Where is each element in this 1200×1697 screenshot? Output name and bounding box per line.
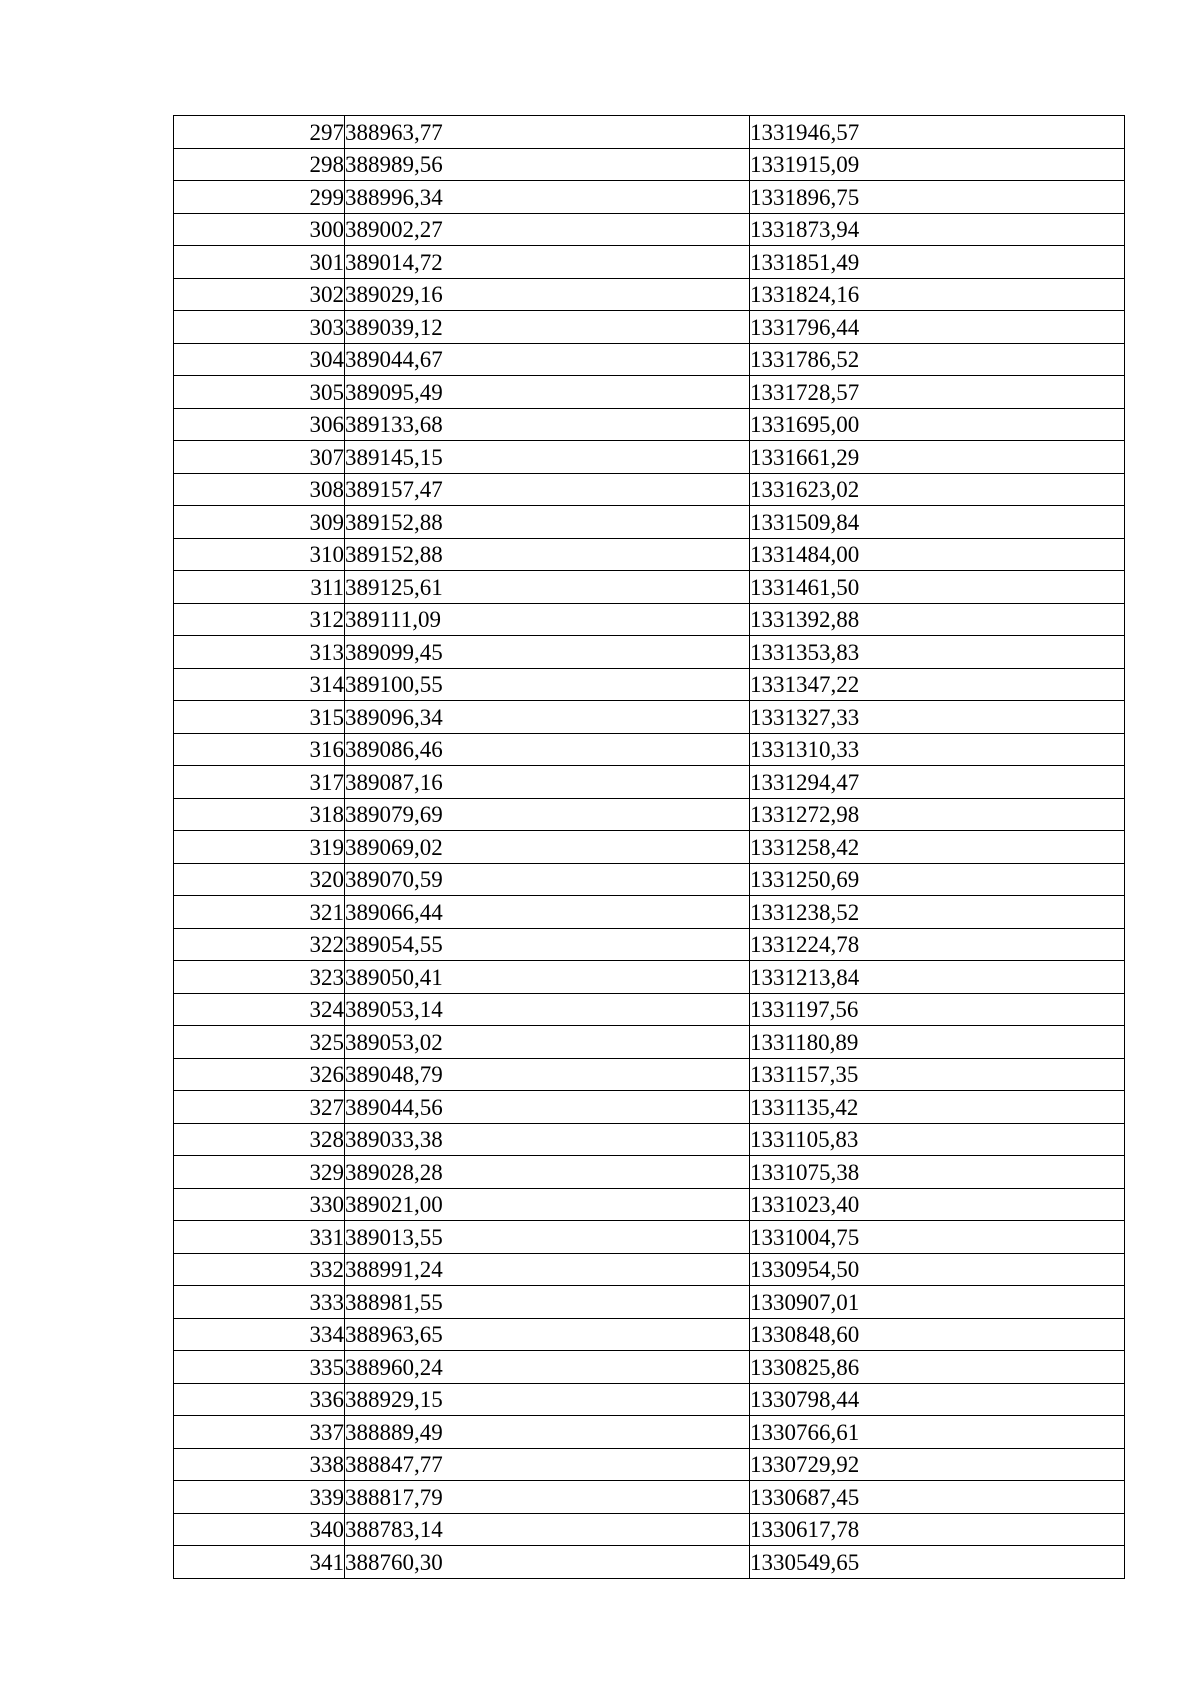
table-row [174,1286,1125,1319]
x-coordinate-cell: 388889,49 [345,1416,750,1449]
x-coordinate-cell: 389028,28 [345,1156,750,1189]
point-number-cell: 335 [174,1351,345,1384]
x-coordinate-cell: 389152,88 [345,506,750,539]
y-coordinate-cell: 1331075,38 [750,1156,1125,1189]
y-coordinate-cell: 1331484,00 [750,538,1125,571]
y-coordinate-cell: 1330825,86 [750,1351,1125,1384]
x-coordinate-cell: 389157,47 [345,473,750,506]
x-coordinate-cell: 389066,44 [345,896,750,929]
y-coordinate-cell: 1330687,45 [750,1481,1125,1514]
table-row [174,1221,1125,1254]
y-coordinate-cell: 1331004,75 [750,1221,1125,1254]
table-row [174,1253,1125,1286]
y-coordinate-cell: 1331353,83 [750,636,1125,669]
point-number-cell: 328 [174,1123,345,1156]
y-coordinate-cell: 1331224,78 [750,928,1125,961]
y-coordinate-cell: 1331786,52 [750,343,1125,376]
y-coordinate-cell: 1331238,52 [750,896,1125,929]
y-coordinate-cell: 1331873,94 [750,213,1125,246]
x-coordinate-cell: 388963,77 [345,116,750,149]
x-coordinate-cell: 389095,49 [345,376,750,409]
point-number-cell: 321 [174,896,345,929]
x-coordinate-cell: 389048,79 [345,1058,750,1091]
y-coordinate-cell: 1330954,50 [750,1253,1125,1286]
x-coordinate-cell: 389099,45 [345,636,750,669]
x-coordinate-cell: 389086,46 [345,733,750,766]
point-number-cell: 315 [174,701,345,734]
table-row [174,473,1125,506]
point-number-cell: 330 [174,1188,345,1221]
point-number-cell: 324 [174,993,345,1026]
x-coordinate-cell: 389152,88 [345,538,750,571]
x-coordinate-cell: 389100,55 [345,668,750,701]
point-number-cell: 327 [174,1091,345,1124]
table-row [174,1448,1125,1481]
table-row [174,1318,1125,1351]
x-coordinate-cell: 389070,59 [345,863,750,896]
point-number-cell: 317 [174,766,345,799]
table-row [174,928,1125,961]
y-coordinate-cell: 1331392,88 [750,603,1125,636]
point-number-cell: 298 [174,148,345,181]
point-number-cell: 334 [174,1318,345,1351]
y-coordinate-cell: 1331135,42 [750,1091,1125,1124]
x-coordinate-cell: 389111,09 [345,603,750,636]
table-row [174,506,1125,539]
y-coordinate-cell: 1331915,09 [750,148,1125,181]
x-coordinate-cell: 389033,38 [345,1123,750,1156]
y-coordinate-cell: 1331896,75 [750,181,1125,214]
point-number-cell: 333 [174,1286,345,1319]
table-row [174,993,1125,1026]
point-number-cell: 297 [174,116,345,149]
point-number-cell: 305 [174,376,345,409]
x-coordinate-cell: 388960,24 [345,1351,750,1384]
x-coordinate-cell: 388847,77 [345,1448,750,1481]
y-coordinate-cell: 1331272,98 [750,798,1125,831]
y-coordinate-cell: 1331728,57 [750,376,1125,409]
x-coordinate-cell: 389053,02 [345,1026,750,1059]
table-row [174,1188,1125,1221]
coordinates-table-body [174,116,1125,1579]
x-coordinate-cell: 389039,12 [345,311,750,344]
y-coordinate-cell: 1331294,47 [750,766,1125,799]
y-coordinate-cell: 1331661,29 [750,441,1125,474]
y-coordinate-cell: 1331824,16 [750,278,1125,311]
point-number-cell: 299 [174,181,345,214]
point-number-cell: 339 [174,1481,345,1514]
point-number-cell: 329 [174,1156,345,1189]
y-coordinate-cell: 1330848,60 [750,1318,1125,1351]
y-coordinate-cell: 1330729,92 [750,1448,1125,1481]
x-coordinate-cell: 389145,15 [345,441,750,474]
table-row [174,1416,1125,1449]
point-number-cell: 336 [174,1383,345,1416]
table-row [174,538,1125,571]
y-coordinate-cell: 1331695,00 [750,408,1125,441]
y-coordinate-cell: 1331327,33 [750,701,1125,734]
x-coordinate-cell: 389002,27 [345,213,750,246]
table-row [174,733,1125,766]
table-row [174,798,1125,831]
point-number-cell: 307 [174,441,345,474]
y-coordinate-cell: 1330766,61 [750,1416,1125,1449]
table-row [174,116,1125,149]
table-row [174,636,1125,669]
point-number-cell: 322 [174,928,345,961]
point-number-cell: 314 [174,668,345,701]
x-coordinate-cell: 388991,24 [345,1253,750,1286]
table-row [174,1351,1125,1384]
x-coordinate-cell: 389050,41 [345,961,750,994]
table-row [174,181,1125,214]
point-number-cell: 331 [174,1221,345,1254]
y-coordinate-cell: 1331213,84 [750,961,1125,994]
y-coordinate-cell: 1330549,65 [750,1546,1125,1579]
y-coordinate-cell: 1331347,22 [750,668,1125,701]
table-row [174,896,1125,929]
point-number-cell: 325 [174,1026,345,1059]
table-row [174,1026,1125,1059]
table-row [174,668,1125,701]
table-row [174,246,1125,279]
point-number-cell: 337 [174,1416,345,1449]
point-number-cell: 308 [174,473,345,506]
table-row [174,343,1125,376]
y-coordinate-cell: 1331023,40 [750,1188,1125,1221]
point-number-cell: 313 [174,636,345,669]
table-row [174,863,1125,896]
x-coordinate-cell: 389096,34 [345,701,750,734]
y-coordinate-cell: 1331197,56 [750,993,1125,1026]
table-row [174,1091,1125,1124]
point-number-cell: 304 [174,343,345,376]
point-number-cell: 320 [174,863,345,896]
y-coordinate-cell: 1331258,42 [750,831,1125,864]
table-row [174,603,1125,636]
x-coordinate-cell: 389044,56 [345,1091,750,1124]
x-coordinate-cell: 388996,34 [345,181,750,214]
x-coordinate-cell: 388981,55 [345,1286,750,1319]
table-row [174,1383,1125,1416]
point-number-cell: 338 [174,1448,345,1481]
point-number-cell: 332 [174,1253,345,1286]
point-number-cell: 323 [174,961,345,994]
x-coordinate-cell: 389054,55 [345,928,750,961]
point-number-cell: 340 [174,1513,345,1546]
point-number-cell: 301 [174,246,345,279]
y-coordinate-cell: 1330907,01 [750,1286,1125,1319]
point-number-cell: 311 [174,571,345,604]
table-row [174,701,1125,734]
point-number-cell: 306 [174,408,345,441]
y-coordinate-cell: 1331250,69 [750,863,1125,896]
x-coordinate-cell: 388817,79 [345,1481,750,1514]
x-coordinate-cell: 389014,72 [345,246,750,279]
table-row [174,571,1125,604]
table-row [174,148,1125,181]
table-row [174,1058,1125,1091]
x-coordinate-cell: 388929,15 [345,1383,750,1416]
y-coordinate-cell: 1330798,44 [750,1383,1125,1416]
point-number-cell: 309 [174,506,345,539]
y-coordinate-cell: 1331851,49 [750,246,1125,279]
x-coordinate-cell: 389079,69 [345,798,750,831]
point-number-cell: 318 [174,798,345,831]
y-coordinate-cell: 1331509,84 [750,506,1125,539]
x-coordinate-cell: 388963,65 [345,1318,750,1351]
coordinates-table [173,115,1125,1579]
y-coordinate-cell: 1331461,50 [750,571,1125,604]
y-coordinate-cell: 1331796,44 [750,311,1125,344]
y-coordinate-cell: 1331180,89 [750,1026,1125,1059]
y-coordinate-cell: 1331623,02 [750,473,1125,506]
y-coordinate-cell: 1331946,57 [750,116,1125,149]
point-number-cell: 302 [174,278,345,311]
point-number-cell: 326 [174,1058,345,1091]
point-number-cell: 312 [174,603,345,636]
point-number-cell: 303 [174,311,345,344]
table-row [174,311,1125,344]
y-coordinate-cell: 1330617,78 [750,1513,1125,1546]
y-coordinate-cell: 1331157,35 [750,1058,1125,1091]
point-number-cell: 310 [174,538,345,571]
x-coordinate-cell: 388783,14 [345,1513,750,1546]
table-row [174,831,1125,864]
y-coordinate-cell: 1331105,83 [750,1123,1125,1156]
point-number-cell: 316 [174,733,345,766]
x-coordinate-cell: 389053,14 [345,993,750,1026]
point-number-cell: 341 [174,1546,345,1579]
point-number-cell: 319 [174,831,345,864]
table-row [174,1546,1125,1579]
x-coordinate-cell: 389125,61 [345,571,750,604]
table-row [174,376,1125,409]
x-coordinate-cell: 389069,02 [345,831,750,864]
table-row [174,278,1125,311]
x-coordinate-cell: 389029,16 [345,278,750,311]
table-row [174,1513,1125,1546]
table-row [174,1156,1125,1189]
x-coordinate-cell: 389021,00 [345,1188,750,1221]
table-row [174,961,1125,994]
table-row [174,1123,1125,1156]
x-coordinate-cell: 388989,56 [345,148,750,181]
table-row [174,441,1125,474]
table-row [174,766,1125,799]
point-number-cell: 300 [174,213,345,246]
table-row [174,1481,1125,1514]
x-coordinate-cell: 389087,16 [345,766,750,799]
x-coordinate-cell: 389013,55 [345,1221,750,1254]
x-coordinate-cell: 389133,68 [345,408,750,441]
x-coordinate-cell: 388760,30 [345,1546,750,1579]
x-coordinate-cell: 389044,67 [345,343,750,376]
table-row [174,408,1125,441]
table-row [174,213,1125,246]
y-coordinate-cell: 1331310,33 [750,733,1125,766]
